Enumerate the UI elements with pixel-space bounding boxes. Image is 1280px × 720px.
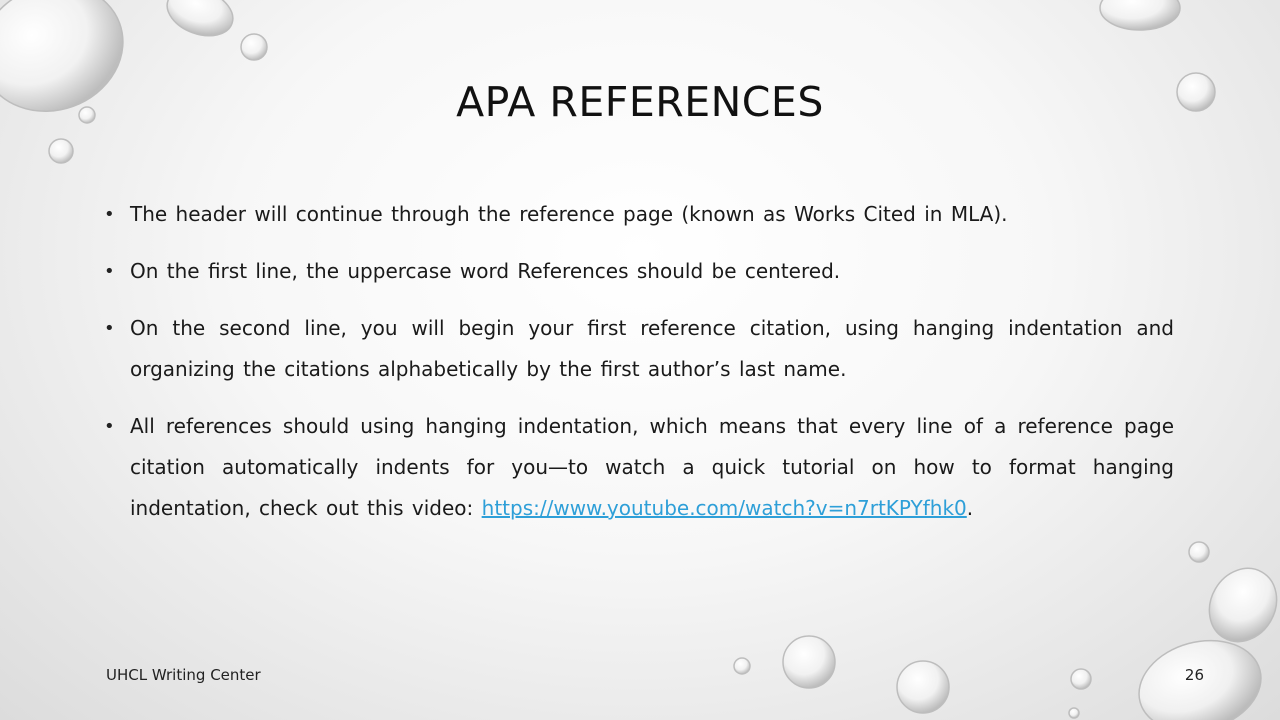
bullet-icon: • xyxy=(104,318,115,339)
bullet-icon: • xyxy=(104,416,115,437)
bullet-icon: • xyxy=(104,261,115,282)
bullet-item xyxy=(104,308,1174,390)
bullet-text-end: . xyxy=(966,496,974,520)
bullet-item xyxy=(104,406,1174,529)
bullet-item xyxy=(104,194,1174,235)
bullet-text: The header will continue through the reference page (known as Works Cited in MLA). xyxy=(130,202,1008,226)
bullet-item xyxy=(104,251,1174,292)
bullet-icon: • xyxy=(104,204,115,225)
bullet-text: On the first line, the uppercase word References should be centered. xyxy=(130,259,841,283)
footer-text: UHCL Writing Center xyxy=(106,666,261,684)
page-number: 26 xyxy=(1184,666,1204,684)
slide-title: APA REFERENCES xyxy=(456,78,824,126)
bullet-text: All references should using hanging indentation, which means that every line of a reference page citation automatically indents for you—to watch a quick tutorial on how to format hanging indentation, check out this video: xyxy=(130,414,1174,520)
bullet-text: On the second line, you will begin your first reference citation, using hanging indentation and organizing the citations alphabetically by the first author’s last name. xyxy=(130,316,1174,381)
youtube-tutorial-link[interactable]: https://www.youtube.com/watch?v=n7rtKPYfhk0 xyxy=(481,496,967,520)
bullet-list xyxy=(104,194,1174,545)
drops-bottom-right xyxy=(734,542,1280,720)
